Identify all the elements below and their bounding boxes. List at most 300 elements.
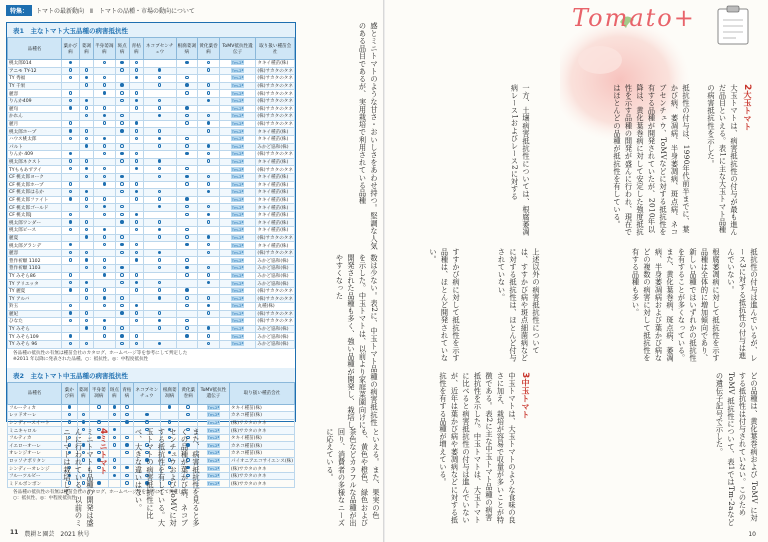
resistance-cell: [115, 227, 129, 235]
resistance-cell: [129, 181, 143, 189]
resistance-cell: [198, 105, 220, 113]
table-row: [8, 272, 295, 280]
resistance-cell: [143, 303, 176, 311]
resistance-mark: [120, 326, 124, 330]
resistance-cell: [143, 295, 176, 303]
resistance-mark: [85, 114, 89, 118]
resistance-mark: [103, 152, 107, 156]
resistance-cell: [143, 211, 176, 219]
resistance-cell: [198, 181, 220, 189]
resistance-cell: [176, 135, 198, 143]
resistance-cell: [93, 249, 115, 257]
tomv-gene-badge: Tm-2ª: [231, 227, 244, 233]
tomv-gene-badge: Tm-2ª: [207, 427, 220, 433]
resistance-mark: [158, 281, 162, 285]
variety-name: 麗月: [8, 120, 62, 128]
table-row: [8, 113, 295, 121]
resistance-cell: [198, 280, 220, 288]
seed-company: タキイ種苗(株): [256, 128, 295, 136]
resistance-cell: [198, 67, 220, 75]
resistance-mark: [135, 159, 139, 163]
tomv-gene-cell: [219, 166, 256, 174]
resistance-cell: [62, 135, 80, 143]
variety-name: TY 千果: [8, 82, 62, 90]
resistance-cell: [115, 82, 129, 90]
seed-company: カネコ種苗(株): [229, 412, 294, 420]
resistance-mark: [69, 334, 73, 338]
resistance-cell: [176, 105, 198, 113]
variety-name: 麗旬: [8, 105, 62, 113]
resistance-cell: [143, 196, 176, 204]
resistance-mark: [120, 114, 124, 118]
resistance-cell: [129, 67, 143, 75]
heading-ootama: [742, 84, 753, 130]
resistance-cell: [115, 166, 129, 174]
resistance-mark: [120, 220, 124, 224]
variety-name: ハウス桃太郎: [8, 135, 62, 143]
resistance-mark: [85, 167, 89, 171]
tomv-gene-badge: Tm-2ª: [231, 250, 244, 256]
resistance-cell: [79, 120, 93, 128]
tomv-gene-badge: Tm-2ª: [231, 166, 244, 172]
resistance-mark: [103, 304, 107, 308]
resistance-cell: [198, 120, 220, 128]
resistance-cell: [198, 189, 220, 197]
resistance-cell: [90, 419, 109, 427]
variety-name: 豊作祈願 1102: [8, 257, 62, 265]
resistance-cell: [115, 90, 129, 98]
resistance-cell: [121, 419, 134, 427]
tomv-gene-cell: [219, 234, 256, 242]
resistance-mark: [97, 420, 101, 424]
resistance-mark: [103, 258, 107, 262]
resistance-mark: [207, 68, 211, 72]
table1-note: 各品種の抵抗性の有無は種苗会社のカタログ、ホームページ等を参考にして判定した ※2011 年以降に発表された品種。○：抵抗性、◎：中程度抵抗性: [13, 350, 188, 362]
table-row: [8, 82, 295, 90]
resistance-cell: [143, 234, 176, 242]
resistance-mark: [120, 213, 124, 217]
heading-4-text: ミニトマト: [99, 434, 108, 475]
resistance-cell: [115, 158, 129, 166]
resistance-cell: [93, 60, 115, 68]
resistance-mark: [85, 251, 89, 255]
variety-name: パルト: [8, 143, 62, 151]
table-header-cell: 黄化葉巻病: [198, 38, 220, 60]
seed-company: (株)サカタのタネ: [257, 296, 293, 302]
resistance-cell: [62, 318, 80, 326]
table-row: [8, 419, 295, 427]
resistance-cell: [176, 143, 198, 151]
tomv-gene-cell: [219, 227, 256, 235]
resistance-cell: [93, 280, 115, 288]
table-header-cell: ネコブセンチュウ: [133, 382, 160, 404]
resistance-mark: [103, 243, 107, 247]
variety-name: オレンジオーレ: [8, 450, 62, 458]
variety-name: シンディースイート: [8, 419, 62, 427]
tomv-gene-badge: Tm-2ª: [231, 272, 244, 278]
resistance-mark: [103, 288, 107, 292]
resistance-mark: [135, 220, 139, 224]
variety-name: TY みそら 96: [8, 340, 62, 348]
resistance-cell: [62, 303, 80, 311]
resistance-cell: [115, 97, 129, 105]
resistance-cell: [79, 211, 93, 219]
resistance-cell: [93, 196, 115, 204]
table-header-cell: 品種名: [8, 382, 62, 404]
resistance-cell: [79, 318, 93, 326]
seed-company: (株)サカタのタネ: [257, 167, 293, 173]
resistance-cell: [198, 303, 220, 311]
resistance-cell: [93, 143, 115, 151]
resistance-cell: [143, 143, 176, 151]
resistance-cell: [179, 404, 198, 412]
tomv-gene-badge: Tm-2ª: [231, 234, 244, 240]
seed-company: タキイ種苗(株): [256, 60, 295, 68]
tomv-gene-cell: [219, 265, 256, 273]
resistance-cell: [115, 173, 129, 181]
resistance-cell: [143, 280, 176, 288]
resistance-mark: [207, 61, 211, 65]
tomv-gene-cell: [219, 219, 256, 227]
resistance-cell: [93, 166, 115, 174]
resistance-mark: [158, 311, 162, 315]
table-header-cell: 半身萎凋病: [90, 382, 109, 404]
tomv-gene-cell: [219, 75, 256, 83]
resistance-mark: [120, 304, 124, 308]
resistance-mark: [207, 326, 211, 330]
table-row: [8, 318, 295, 326]
resistance-mark: [135, 91, 139, 95]
seed-company: (株)サカタのタネ: [257, 68, 293, 74]
resistance-cell: [143, 219, 176, 227]
table-row: [8, 90, 295, 98]
resistance-mark: [85, 319, 89, 323]
resistance-cell: [93, 97, 115, 105]
resistance-mark: [103, 106, 107, 110]
resistance-cell: [79, 189, 93, 197]
resistance-mark: [135, 319, 139, 323]
left-column-mid-1: 感とミニトマトのような甘さ・おいしさをあわせ持つ。堅調な人気のある品目であるが、実用栽培で利用されている品種: [358, 22, 379, 250]
resistance-mark: [120, 68, 124, 72]
tomv-gene-badge: Tm-2ª: [207, 404, 220, 410]
resistance-cell: [129, 340, 143, 348]
resistance-cell: [129, 143, 143, 151]
resistance-mark: [158, 68, 162, 72]
resistance-cell: [129, 318, 143, 326]
resistance-cell: [62, 166, 80, 174]
resistance-cell: [62, 75, 80, 83]
resistance-mark: [158, 175, 162, 179]
seed-company: (株)サカタのタネ: [257, 251, 293, 257]
resistance-cell: [176, 158, 198, 166]
resistance-mark: [186, 413, 190, 417]
resistance-mark: [103, 137, 107, 141]
resistance-cell: [143, 158, 176, 166]
resistance-mark: [120, 243, 124, 247]
tomv-gene-badge: Tm-2ª: [231, 75, 244, 81]
table-header-cell: 青枯病: [129, 38, 143, 60]
seed-company: (株)サカタのタネ: [257, 235, 293, 241]
tomv-gene-cell: [219, 60, 256, 68]
resistance-cell: [93, 181, 115, 189]
resistance-cell: [93, 113, 115, 121]
resistance-mark: [69, 304, 73, 308]
resistance-cell: [62, 333, 80, 341]
resistance-mark: [69, 99, 73, 103]
resistance-cell: [198, 325, 220, 333]
resistance-mark: [185, 83, 189, 87]
resistance-cell: [62, 295, 80, 303]
resistance-mark: [135, 137, 139, 141]
resistance-mark: [135, 213, 139, 217]
table2-note: 各品種の抵抗性の有無は種苗会社のカタログ、ホームページ等を参考にして判定した ○：抵抗性、◎：中程度抵抗性: [13, 490, 188, 501]
resistance-cell: [176, 325, 198, 333]
resistance-cell: [115, 113, 129, 121]
resistance-cell: [115, 234, 129, 242]
resistance-mark: [85, 258, 89, 262]
resistance-cell: [93, 105, 115, 113]
table-row: [8, 67, 295, 75]
tomv-gene-badge: Tm-2ª: [207, 457, 220, 463]
resistance-mark: [145, 413, 149, 417]
resistance-mark: [85, 144, 89, 148]
table-row: [8, 204, 295, 212]
resistance-cell: [129, 333, 143, 341]
resistance-cell: [121, 404, 134, 412]
tomv-gene-badge: Tm-2ª: [231, 113, 244, 119]
resistance-cell: [129, 135, 143, 143]
table-row: [8, 105, 295, 113]
resistance-mark: [120, 99, 124, 103]
resistance-mark: [69, 106, 73, 110]
resistance-mark: [185, 91, 189, 95]
right-column-mid-2: 根腐萎凋病に対して抵抗性を示す品種は全体的に増加傾向であり、新しい品種ではいずれかの抵抗性を有することが多くなっている。また、黄化葉巻病、斑点病、萎凋病、半身萎凋病および葉かび病などの複数の病害に対して抵抗性を有する品種も多い。: [631, 248, 721, 362]
seed-company: タキイ種苗(株): [256, 135, 295, 143]
seed-company: タキイ種苗(株): [256, 242, 295, 250]
resistance-mark: [185, 121, 189, 125]
seed-company: (株)サカタのタネ: [257, 106, 293, 112]
variety-name: TY アリエッタ: [8, 280, 62, 288]
resistance-cell: [129, 249, 143, 257]
resistance-cell: [62, 60, 80, 68]
variety-name: りんか 409: [8, 151, 62, 159]
seed-company: みかど協和(株): [256, 340, 295, 348]
tomv-gene-cell: [219, 287, 256, 295]
resistance-cell: [198, 333, 220, 341]
resistance-cell: [115, 325, 129, 333]
table-header-cell: 葉かび病: [62, 382, 78, 404]
resistance-cell: [160, 419, 179, 427]
resistance-cell: [115, 242, 129, 250]
resistance-cell: [93, 303, 115, 311]
resistance-cell: [93, 310, 115, 318]
resistance-cell: [115, 333, 129, 341]
variety-name: 桃太郎ネクスト: [8, 158, 62, 166]
resistance-cell: [176, 173, 198, 181]
variety-name: 豊作祈願 1103: [8, 265, 62, 273]
resistance-mark: [82, 420, 86, 424]
resistance-mark: [69, 121, 73, 125]
resistance-mark: [85, 296, 89, 300]
resistance-cell: [198, 318, 220, 326]
resistance-cell: [198, 90, 220, 98]
resistance-mark: [135, 190, 139, 194]
tomv-gene-badge: Tm-2ª: [231, 174, 244, 180]
seed-company: みかど協和(株): [256, 325, 295, 333]
seed-company: (株)サカタのタネ: [229, 465, 294, 473]
resistance-mark: [69, 68, 73, 72]
variety-name: CF 桃太郎J: [8, 211, 62, 219]
tomv-gene-badge: Tm-2ª: [231, 159, 244, 165]
resistance-mark: [185, 258, 189, 262]
resistance-mark: [120, 182, 124, 186]
resistance-mark: [103, 182, 107, 186]
seed-company: タキイ種苗(株): [256, 173, 295, 181]
resistance-mark: [158, 258, 162, 262]
table-header-cell: 斑点病: [108, 382, 121, 404]
resistance-cell: [93, 272, 115, 280]
resistance-cell: [198, 287, 220, 295]
resistance-cell: [62, 234, 80, 242]
resistance-mark: [120, 334, 124, 338]
resistance-mark: [69, 342, 73, 346]
resistance-mark: [120, 121, 124, 125]
resistance-mark: [69, 258, 73, 262]
resistance-mark: [158, 288, 162, 292]
resistance-mark: [113, 413, 117, 417]
resistance-mark: [85, 68, 89, 72]
resistance-cell: [62, 113, 80, 121]
seed-company: (株)サカタのタネ: [257, 84, 293, 90]
tomv-gene-cell: [197, 419, 229, 427]
resistance-cell: [62, 227, 80, 235]
seed-company: みかど協和(株): [256, 333, 295, 341]
resistance-mark: [69, 281, 73, 285]
resistance-cell: [79, 82, 93, 90]
heading-minitomato: [98, 428, 109, 474]
resistance-mark: [135, 304, 139, 308]
resistance-cell: [129, 234, 143, 242]
resistance-cell: [129, 219, 143, 227]
resistance-mark: [135, 129, 139, 133]
seed-company: タキイ種苗(株): [256, 189, 295, 197]
resistance-cell: [115, 219, 129, 227]
tomv-gene-cell: [219, 120, 256, 128]
resistance-cell: [176, 227, 198, 235]
resistance-mark: [158, 190, 162, 194]
resistance-cell: [115, 265, 129, 273]
heading-2-text: 大玉トマト: [743, 90, 752, 131]
resistance-cell: [176, 340, 198, 348]
resistance-cell: [129, 128, 143, 136]
resistance-mark: [120, 175, 124, 179]
resistance-cell: [129, 90, 143, 98]
resistance-cell: [90, 404, 109, 412]
resistance-cell: [62, 67, 80, 75]
resistance-cell: [143, 181, 176, 189]
resistance-cell: [176, 60, 198, 68]
tomato-plus-title: Tomato+: [572, 4, 696, 32]
resistance-cell: [176, 151, 198, 159]
resistance-mark: [103, 61, 107, 65]
table-row: [8, 249, 295, 257]
resistance-cell: [79, 287, 93, 295]
resistance-cell: [176, 75, 198, 83]
resistance-mark: [103, 76, 107, 80]
resistance-cell: [79, 265, 93, 273]
resistance-cell: [93, 340, 115, 348]
resistance-cell: [115, 340, 129, 348]
resistance-cell: [79, 135, 93, 143]
resistance-cell: [143, 242, 176, 250]
resistance-mark: [207, 273, 211, 277]
resistance-cell: [108, 404, 121, 412]
resistance-cell: [115, 75, 129, 83]
resistance-cell: [176, 82, 198, 90]
table-header-cell: ToMV抵抗性遺伝子: [219, 38, 256, 60]
resistance-cell: [176, 280, 198, 288]
resistance-cell: [93, 120, 115, 128]
resistance-mark: [158, 326, 162, 330]
tomv-gene-cell: [219, 158, 256, 166]
resistance-mark: [120, 129, 124, 133]
tomv-gene-cell: [219, 189, 256, 197]
resistance-mark: [135, 251, 139, 255]
resistance-cell: [176, 219, 198, 227]
variety-name: 麗容: [8, 90, 62, 98]
resistance-mark: [207, 83, 211, 87]
table-header-cell: 根腐萎凋病: [176, 38, 198, 60]
table-row: [8, 158, 295, 166]
resistance-mark: [185, 106, 189, 110]
resistance-cell: [62, 272, 80, 280]
resistance-mark: [97, 405, 101, 409]
resistance-mark: [158, 220, 162, 224]
tomv-gene-badge: Tm-2ª: [207, 465, 220, 471]
seed-company: タキイ種苗(株): [256, 204, 295, 212]
tomv-gene-badge: Tm-2ª: [231, 121, 244, 127]
table-header-cell: 品種名: [8, 38, 62, 60]
resistance-cell: [77, 412, 90, 420]
resistance-mark: [69, 159, 73, 163]
resistance-cell: [115, 272, 129, 280]
resistance-mark: [185, 144, 189, 148]
resistance-cell: [115, 181, 129, 189]
table-row: [8, 295, 295, 303]
resistance-mark: [207, 243, 211, 247]
resistance-mark: [85, 106, 89, 110]
tomv-gene-badge: Tm-2ª: [231, 105, 244, 111]
resistance-mark: [158, 342, 162, 346]
resistance-cell: [176, 318, 198, 326]
resistance-cell: [79, 75, 93, 83]
table1: [7, 37, 295, 349]
resistance-mark: [207, 205, 211, 209]
tomv-gene-cell: [197, 412, 229, 420]
resistance-cell: [93, 318, 115, 326]
table-row: [8, 265, 295, 273]
resistance-cell: [198, 166, 220, 174]
left-column-bottom-3: ミニトマトも品種の開発は盛んに行われている。以前のミニトマトは栽培して: [63, 428, 95, 527]
resistance-mark: [85, 190, 89, 194]
tomv-gene-cell: [219, 113, 256, 121]
tomv-gene-badge: Tm-2ª: [231, 280, 244, 286]
resistance-cell: [115, 295, 129, 303]
table-header-cell: 半身萎凋病: [93, 38, 115, 60]
resistance-mark: [135, 334, 139, 338]
resistance-cell: [179, 412, 198, 420]
resistance-cell: [79, 227, 93, 235]
